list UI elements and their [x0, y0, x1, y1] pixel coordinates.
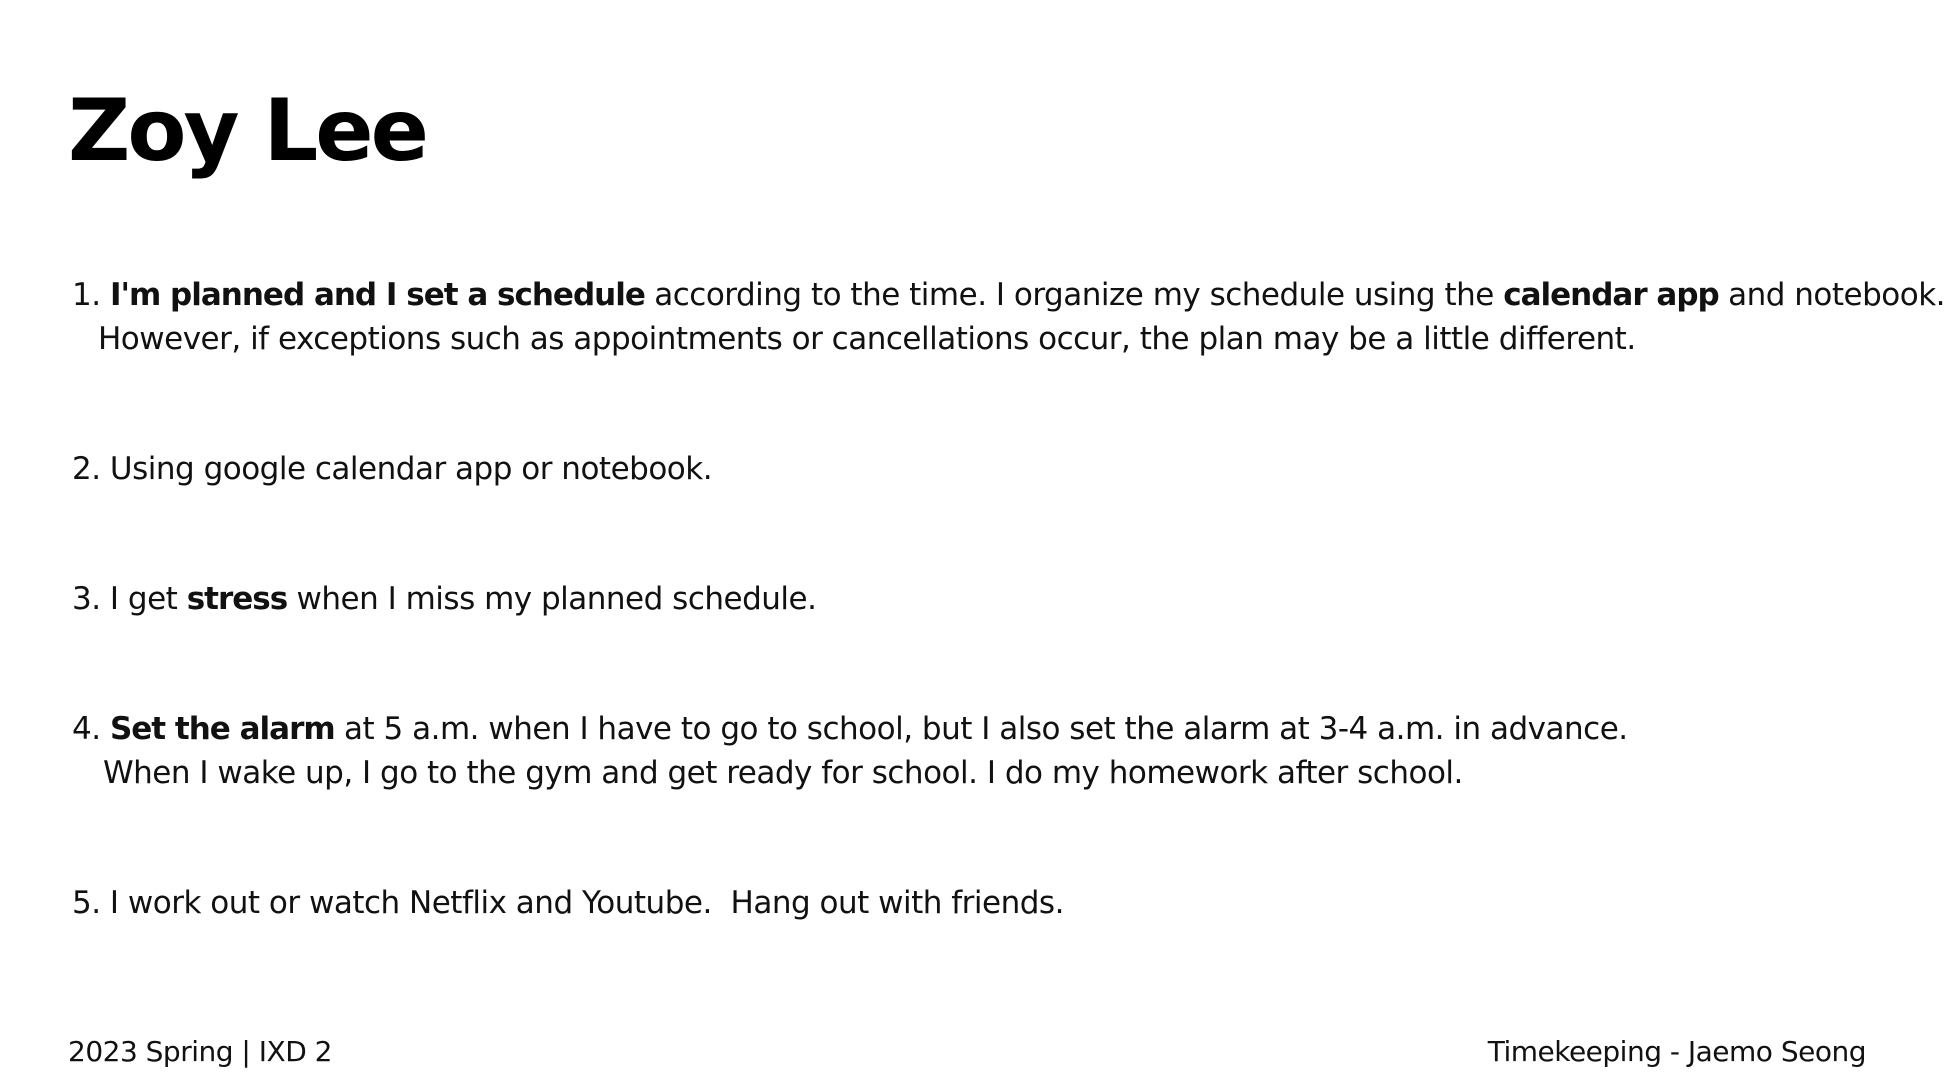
- item-text: at 5 a.m. when I have to go to school, but I also set the alarm at 3-4 a.m. in advance.: [334, 711, 1628, 747]
- list-item: [72, 273, 1945, 361]
- item-number: 3.: [72, 581, 101, 617]
- item-number: 5.: [72, 885, 101, 921]
- list-item: [72, 577, 1872, 621]
- item-text: I get: [100, 581, 187, 617]
- bold-phrase: Set the alarm: [109, 711, 335, 747]
- item-text-line-2: However, if exceptions such as appointments or cancellations occur, the plan may be a little different.: [98, 321, 1636, 357]
- bold-phrase: calendar app: [1503, 277, 1719, 313]
- item-number: 4.: [72, 711, 101, 747]
- bold-phrase: I'm planned and I set a schedule: [109, 277, 645, 313]
- item-text: I work out or watch Netflix and Youtube. Hang out with friends.: [100, 885, 1064, 921]
- item-text: and notebook.: [1718, 277, 1945, 313]
- item-text-line-2: When I wake up, I go to the gym and get ready for school. I do my homework after school.: [103, 755, 1463, 791]
- list-item: [72, 447, 1872, 491]
- bold-phrase: stress: [186, 581, 288, 617]
- item-number: 1.: [72, 277, 101, 313]
- footer-project: Timekeeping - Jaemo Seong: [1487, 1035, 1866, 1068]
- item-text: Using google calendar app or notebook.: [100, 451, 713, 487]
- item-number: 2.: [72, 451, 101, 487]
- list-item: [72, 707, 1872, 795]
- item-text: when I miss my planned schedule.: [287, 581, 817, 617]
- list-item: [72, 881, 1872, 925]
- page-title: Zoy Lee: [68, 81, 426, 181]
- footer-course: 2023 Spring | IXD 2: [68, 1035, 332, 1068]
- item-text: according to the time. I organize my schedule using the: [644, 277, 1504, 313]
